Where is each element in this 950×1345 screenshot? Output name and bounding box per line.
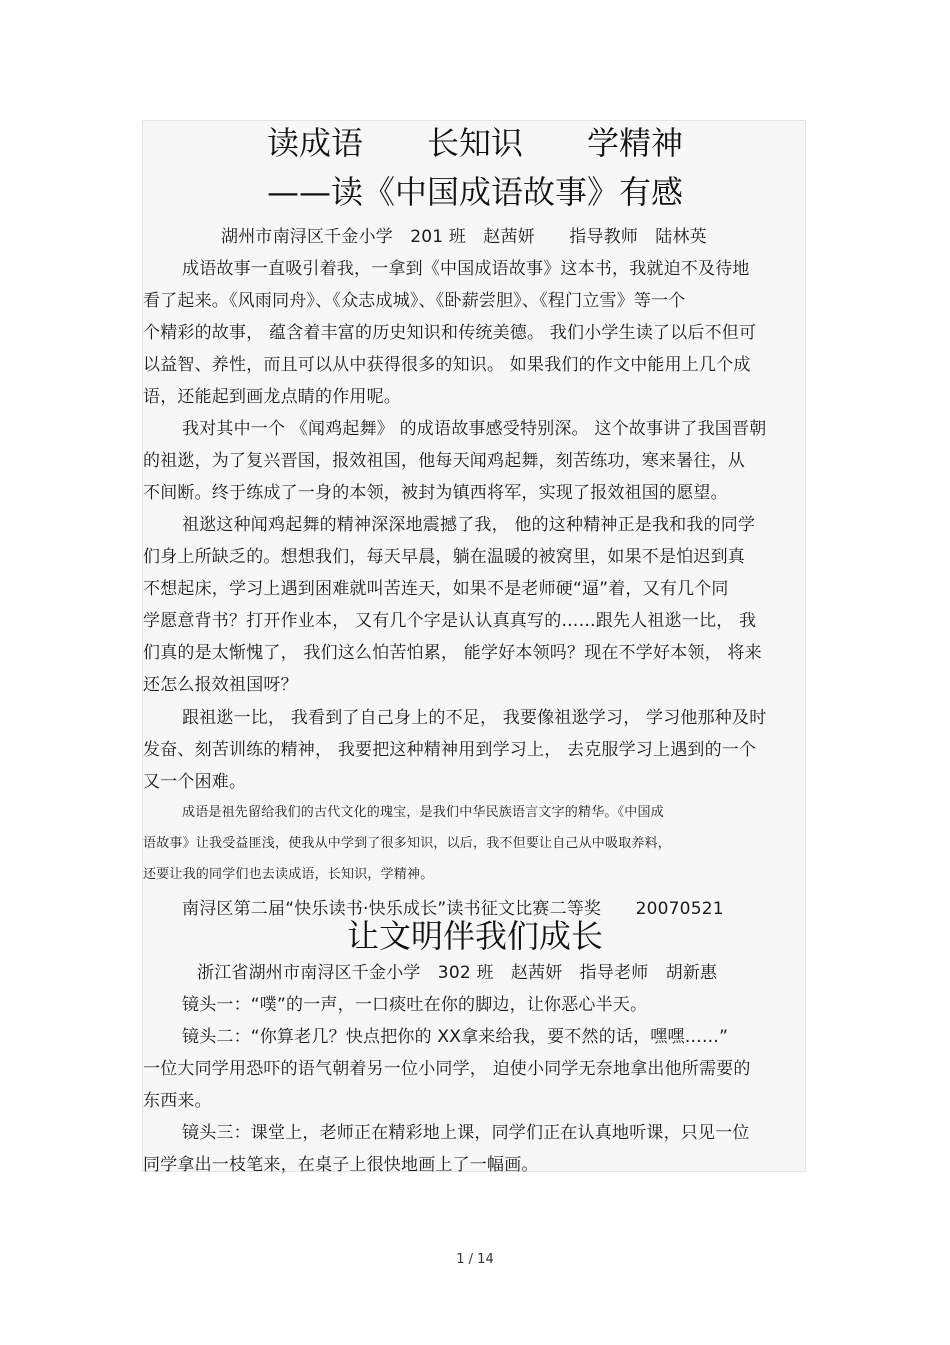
text-line: 同学拿出一枝笔来，在桌子上很快地画上了一幅画。 <box>143 1155 539 1175</box>
text-line: 镜头一：“噗”的一声，一口痰吐在你的脚边，让你恶心半天。 <box>182 995 648 1015</box>
text-line: 我对其中一个 《闻鸡起舞》 的成语故事感受特别深。 这个故事讲了我国晋朝 <box>182 419 767 439</box>
text-line: 们真的是太惭愧了， 我们这么怕苦怕累， 能学好本领吗？现在不学好本领， 将来 <box>143 643 762 663</box>
text-line: 东西来。 <box>143 1091 212 1111</box>
page-indicator: 1 / 14 <box>456 1252 494 1267</box>
text-line: 发奋、刻苦训练的精神， 我要把这种精神用到学习上， 去克服学习上遇到的一个 <box>143 740 757 760</box>
text-line: 以益智、养性，而且可以从中获得很多的知识。 如果我们的作文中能用上几个成 <box>143 355 751 375</box>
article1-title: 读成语 长知识 学精神 <box>266 124 683 162</box>
text-line: 祖逖这种闻鸡起舞的精神深深地震撼了我， 他的这种精神正是我和我的同学 <box>182 515 756 535</box>
text-line: 镜头二：“你算老几？快点把你的 XX拿来给我，要不然的话，嘿嘿……” <box>182 1027 729 1047</box>
text-line: 一位大同学用恐吓的语气朝着另一位小同学， 迫使小同学无奈地拿出他所需要的 <box>143 1059 751 1079</box>
text-line: 成语故事一直吸引着我，一拿到《中国成语故事》这本书，我就迫不及待地 <box>182 259 750 279</box>
text-line: 语，还能起到画龙点睛的作用呢。 <box>143 387 401 407</box>
text-line: 跟祖逖一比， 我看到了自己身上的不足， 我要像祖逖学习， 学习他那种及时 <box>182 708 767 728</box>
article2-title: 让文明伴我们成长 <box>346 917 603 955</box>
text-line-small: 成语是祖先留给我们的古代文化的瑰宝，是我们中华民族语言文字的精华。《中国成 <box>182 805 664 820</box>
text-line-small: 语故事》让我受益匪浅，使我从中学到了很多知识，以后，我不但要让自己从中吸取养料， <box>143 836 672 851</box>
text-line: 个精彩的故事， 蕴含着丰富的历史知识和传统美德。 我们小学生读了以后不但可 <box>143 323 757 343</box>
article1-subtitle: ——读《中国成语故事》有感 <box>266 173 683 211</box>
article1-byline: 湖州市南浔区千金小学 201 班 赵茜妍 指导教师 陆林英 <box>221 227 707 247</box>
text-line: 不想起床，学习上遇到困难就叫苦连天，如果不是老师硬“逼”着，又有几个同 <box>143 579 729 599</box>
text-line: 的祖逖，为了复兴晋国，报效祖国，他每天闻鸡起舞，刻苦练功，寒来暑往，从 <box>143 451 745 471</box>
text-line: 又一个困难。 <box>143 772 247 792</box>
text-line: 镜头三：课堂上，老师正在精彩地上课，同学们正在认真地听课，只见一位 <box>182 1123 750 1143</box>
text-line-small: 还要让我的同学们也去读成语，长知识，学精神。 <box>143 867 434 882</box>
article2-byline: 浙江省湖州市南浔区千金小学 302 班 赵茜妍 指导老师 胡新惠 <box>197 963 718 983</box>
text-line: 不间断。终于练成了一身的本领，被封为镇西将军，实现了报效祖国的愿望。 <box>143 483 728 503</box>
text-line: 还怎么报效祖国呀？ <box>143 675 298 695</box>
text-line: 看了起来。《风雨同舟》、《众志成城》、《卧薪尝胆》、《程门立雪》等一个 <box>143 291 686 311</box>
text-line: 学愿意背书？打开作业本， 又有几个字是认认真真写的……跟先人祖逖一比， 我 <box>143 611 757 631</box>
text-line: 们身上所缺乏的。想想我们，每天早晨，躺在温暖的被窝里，如果不是怕迟到真 <box>143 547 745 567</box>
award-line: 南浔区第二届“快乐读书·快乐成长”读书征文比赛二等奖 20070521 <box>182 899 724 919</box>
